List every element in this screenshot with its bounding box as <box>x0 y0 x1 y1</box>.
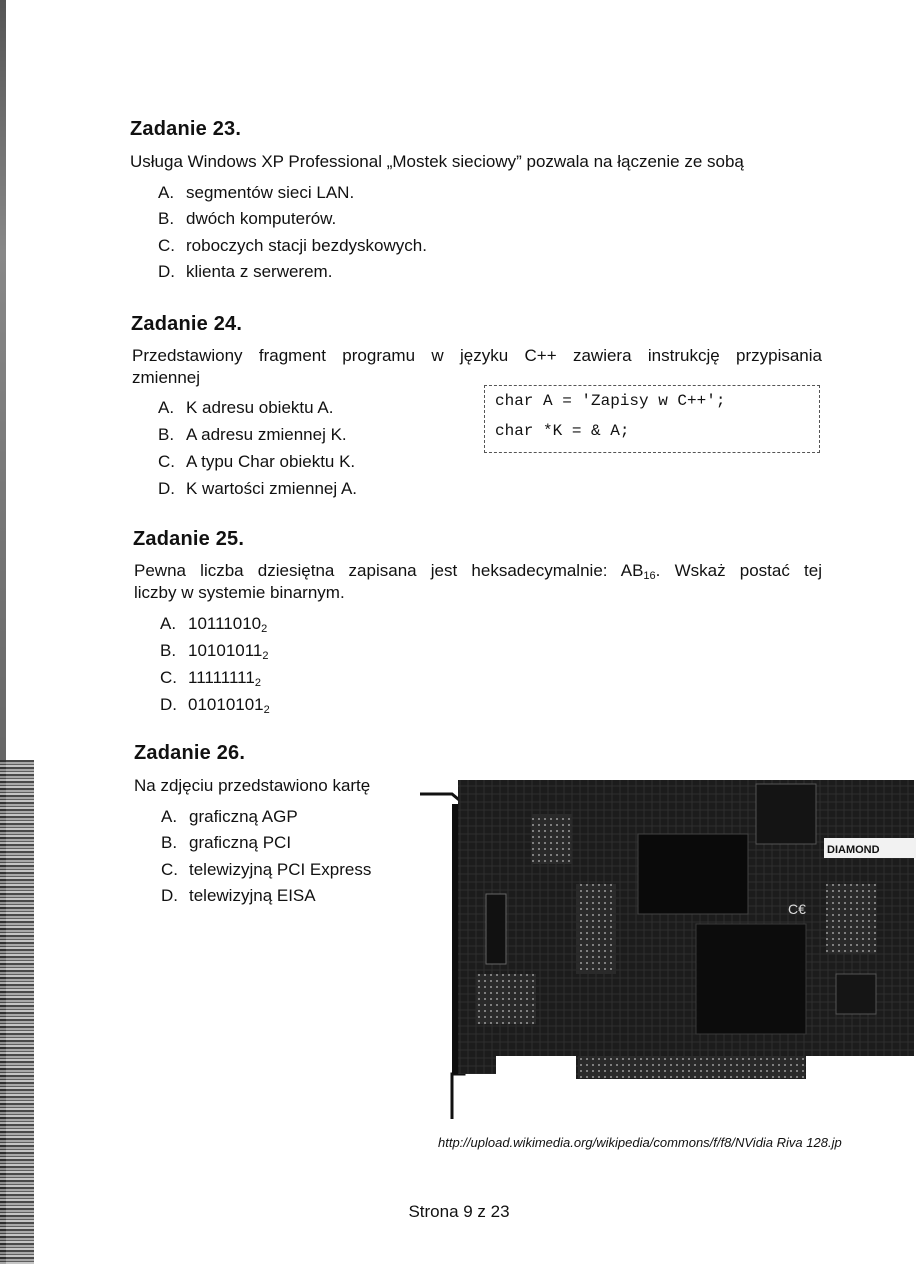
option-text: telewizyjną PCI Express <box>189 860 372 879</box>
chip <box>576 884 616 974</box>
image-source-caption: http://upload.wikimedia.org/wikipedia/commons/f/f8/NVidia Riva 128.jp <box>438 1135 842 1150</box>
main-chip <box>696 924 806 1034</box>
connector <box>486 894 506 964</box>
option-text: telewizyjną EISA <box>189 886 316 905</box>
answer-option-a[interactable] <box>161 807 298 827</box>
option-letter: D. <box>158 479 175 498</box>
answer-option-c[interactable] <box>161 860 371 880</box>
option-letter: C. <box>158 452 175 471</box>
option-letter: D. <box>161 886 178 905</box>
option-letter: C. <box>158 236 175 255</box>
answer-option-b[interactable] <box>158 209 336 229</box>
subscript-base: 2 <box>262 650 269 662</box>
task-heading: Zadanie 23. <box>130 118 242 140</box>
option-letter: B. <box>161 833 178 852</box>
answer-option-a[interactable] <box>158 183 354 203</box>
option-letter: B. <box>158 209 175 228</box>
task-question-line-2: zmiennej <box>132 368 201 387</box>
answer-option-d[interactable] <box>158 262 332 282</box>
answer-option-b[interactable] <box>161 833 291 853</box>
option-text: 01010101 <box>188 695 264 714</box>
option-text: A adresu zmiennej K. <box>186 425 347 444</box>
question-text: . Wskaż postać tej <box>655 561 822 580</box>
subscript-base: 16 <box>643 570 656 582</box>
option-text: 10101011 <box>188 641 263 660</box>
option-letter: A. <box>161 807 178 826</box>
answer-option-a[interactable] <box>160 614 267 635</box>
task-question: Na zdjęciu przedstawiono kartę <box>134 776 371 795</box>
option-text: dwóch komputerów. <box>186 209 337 228</box>
answer-option-d[interactable] <box>161 886 316 906</box>
option-letter: C. <box>161 860 178 879</box>
answer-option-d[interactable] <box>158 479 357 499</box>
option-letter: C. <box>160 668 177 687</box>
option-text: A typu Char obiektu K. <box>186 452 356 471</box>
option-letter: B. <box>158 425 175 444</box>
task-question: Usługa Windows XP Professional „Mostek sieciowy” pozwala na łączenie ze sobą <box>130 152 744 171</box>
option-letter: A. <box>158 183 175 202</box>
code-snippet <box>484 385 820 453</box>
subscript-base: 2 <box>261 623 268 635</box>
code-line: char A = 'Zapisy w C++'; <box>495 392 726 410</box>
edge-connector <box>578 1056 804 1078</box>
answer-option-d[interactable] <box>160 695 270 716</box>
option-text: 10111010 <box>188 614 262 633</box>
option-letter: A. <box>158 398 175 417</box>
answer-option-c[interactable] <box>160 668 261 689</box>
chip <box>826 884 876 954</box>
task-question-line-2: liczby w systemie binarnym. <box>134 583 345 602</box>
option-letter: D. <box>158 262 175 281</box>
brand-text: DIAMOND <box>827 844 880 856</box>
option-text: K wartości zmiennej A. <box>186 479 358 498</box>
option-text: 11111111 <box>188 668 255 687</box>
option-letter: B. <box>160 641 177 660</box>
option-text: klienta z serwerem. <box>186 262 333 281</box>
code-line: char *K = & A; <box>495 422 630 440</box>
chip <box>836 974 876 1014</box>
ce-mark-icon: C€ <box>788 901 806 917</box>
chip <box>476 974 536 1024</box>
chip <box>756 784 816 844</box>
scan-edge-artifact <box>0 760 34 1264</box>
question-text: Pewna liczba dziesiętna zapisana jest heksadecymalnie: AB <box>134 561 644 580</box>
task-heading: Zadanie 25. <box>133 528 245 550</box>
option-text: graficzną AGP <box>189 807 298 826</box>
task-question-line-1: Przedstawiony fragment programu w języku C++ zawiera instrukcję przypisania <box>132 346 822 365</box>
answer-option-b[interactable] <box>160 641 269 662</box>
subscript-base: 2 <box>254 677 261 689</box>
task-heading: Zadanie 24. <box>131 313 243 335</box>
page-number: Strona 9 z 23 <box>408 1202 510 1221</box>
option-text: graficzną PCI <box>189 833 292 852</box>
task-heading: Zadanie 26. <box>134 742 246 764</box>
chip <box>638 834 748 914</box>
option-letter: D. <box>160 695 177 714</box>
chip <box>532 814 572 864</box>
answer-option-c[interactable] <box>158 452 355 472</box>
answer-option-c[interactable] <box>158 236 427 256</box>
option-text: K adresu obiektu A. <box>186 398 334 417</box>
answer-option-a[interactable] <box>158 398 333 418</box>
subscript-base: 2 <box>263 704 270 716</box>
graphics-card-photo <box>416 774 916 1129</box>
option-letter: A. <box>160 614 177 633</box>
option-text: roboczych stacji bezdyskowych. <box>186 236 427 255</box>
answer-option-b[interactable] <box>158 425 347 445</box>
option-text: segmentów sieci LAN. <box>186 183 355 202</box>
